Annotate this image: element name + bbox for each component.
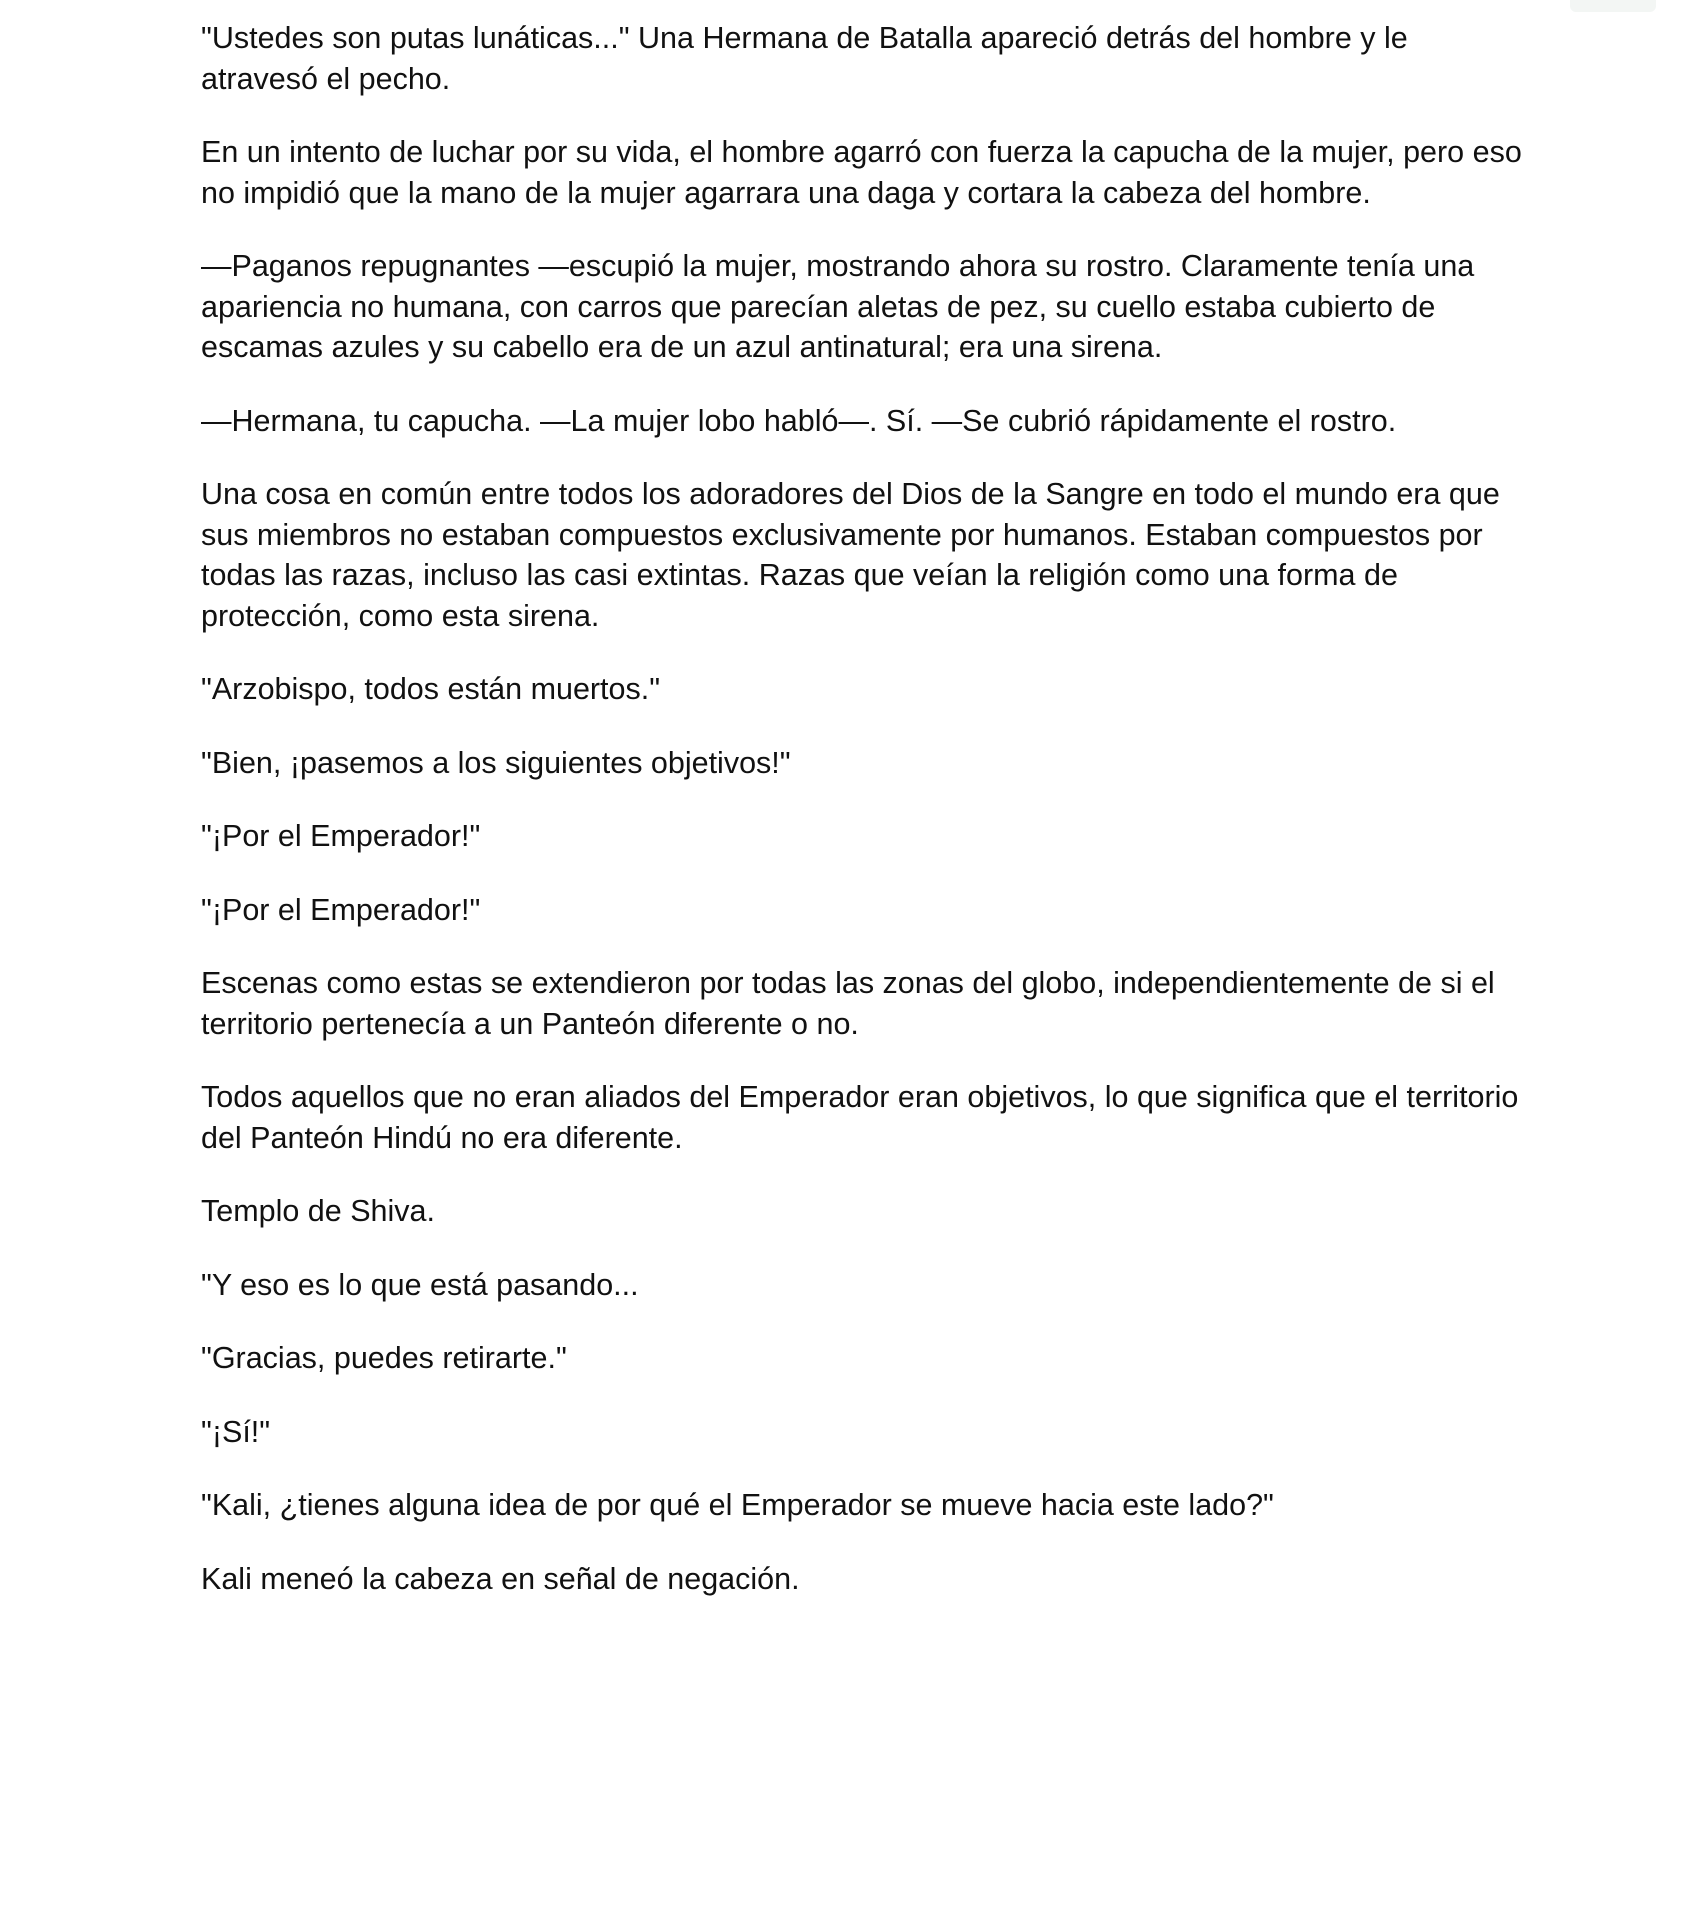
- paragraph: —Hermana, tu capucha. —La mujer lobo habló—. Sí. —Se cubrió rápidamente el rostro.: [201, 403, 1397, 438]
- paragraph: "¡Por el Emperador!": [201, 819, 481, 853]
- paragraph: —Paganos repugnantes —escupió la mujer, mostrando ahora su rostro. Claramente tenía una apariencia no humana, con carros que parecían aletas de pez, su cuello estaba cubierto de escamas azules y su cabello era de un azul antinatural; era una sirena.: [201, 249, 1475, 364]
- paragraph: "Bien, ¡pasemos a los siguientes objetivos!": [201, 745, 791, 780]
- paragraph: "Y eso es lo que está pasando...: [201, 1267, 639, 1302]
- paragraph: Escenas como estas se extendieron por todas las zonas del globo, independientemente de si el territorio pertenecía a un Panteón diferente o no.: [201, 966, 1495, 1041]
- paragraph: Todos aquellos que no eran aliados del Emperador eran objetivos, lo que significa que el territorio del Panteón Hindú no era diferente.: [201, 1080, 1519, 1155]
- corner-mark: [1570, 0, 1656, 12]
- paragraph: "Kali, ¿tienes alguna idea de por qué el Emperador se mueve hacia este lado?": [201, 1488, 1274, 1522]
- paragraph: Una cosa en común entre todos los adoradores del Dios de la Sangre en todo el mundo era que sus miembros no estaban compuestos exclusivamente por humanos. Estaban compuestos por todas las razas, incluso las casi extintas. Razas que veían la religión como una forma de protección, como esta sirena.: [201, 477, 1500, 633]
- paragraph: Kali meneó la cabeza en señal de negación.: [201, 1561, 800, 1596]
- paragraph: "¡Sí!": [201, 1414, 271, 1449]
- paragraph: Templo de Shiva.: [201, 1194, 435, 1228]
- text-column: [201, 18, 1531, 1632]
- paragraph: "Gracias, puedes retirarte.": [201, 1341, 567, 1375]
- paragraph: "Arzobispo, todos están muertos.": [201, 672, 661, 706]
- paragraph: "Ustedes son putas lunáticas..." Una Hermana de Batalla apareció detrás del hombre y le atravesó el pecho.: [201, 21, 1408, 96]
- paragraph: "¡Por el Emperador!": [201, 892, 481, 927]
- paragraph: En un intento de luchar por su vida, el hombre agarró con fuerza la capucha de la mujer, pero eso no impidió que la mano de la mujer agarrara una daga y cortara la cabeza del hombre.: [201, 135, 1522, 210]
